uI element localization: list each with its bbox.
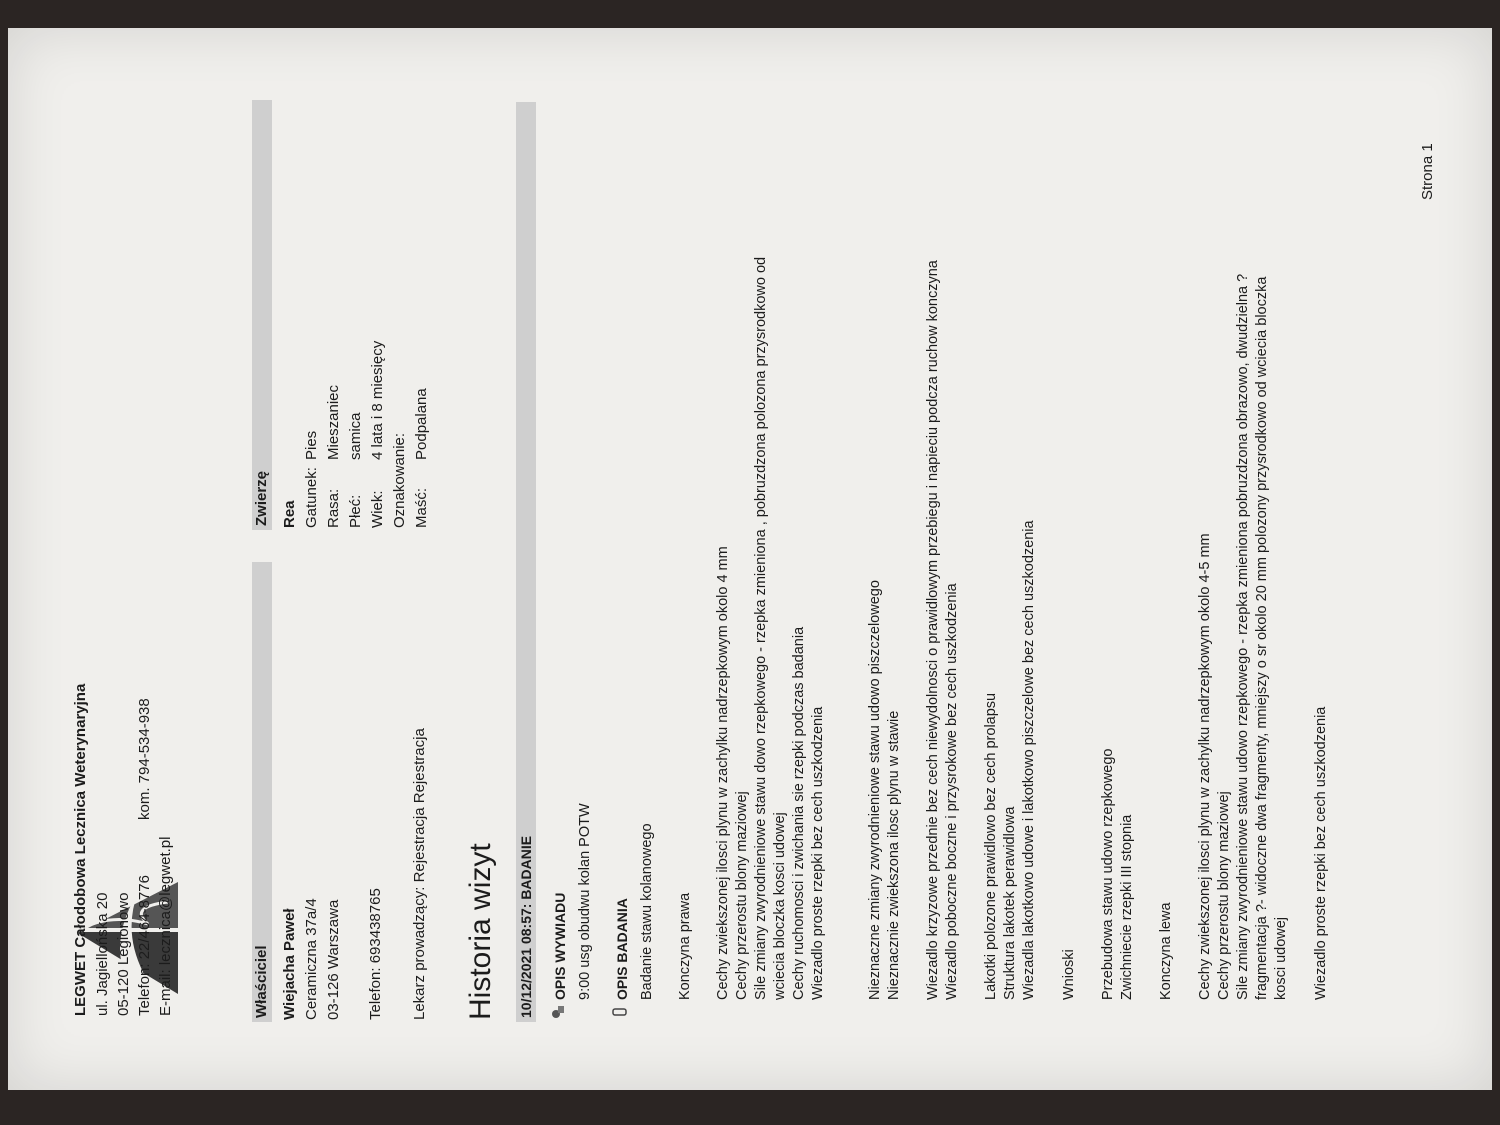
exam-line: Wnioski: [1061, 949, 1077, 1000]
owner-phone: Telefon: 693438765: [367, 888, 384, 1020]
clinic-street: ul. Jagiellońska 20: [94, 892, 111, 1016]
exam-title: OPIS BADANIA: [614, 898, 630, 1000]
exam-line: Wiezadla lakotkowo udowe i lakotkowo piszczelowe bez cech uszkodzenia: [1021, 520, 1037, 1000]
owner-city: 03-126 Warszawa: [325, 899, 342, 1020]
exam-line: Cechy przerostu blony maziowej: [734, 791, 750, 1000]
exam-line: Sile zmiany zwyrodnieniowe stawu dowo rzepkowego - rzepka zmieniona , pobruzdzona polozona przysrodkowo od: [753, 256, 769, 1000]
animal-marking: Oznakowanie:: [391, 432, 408, 528]
exam-line: Zwichniecie rzepki III stopnia: [1119, 814, 1135, 1000]
animal-sex: Płeć:samica: [347, 412, 364, 528]
exam-line: Wiezadlo proste rzepki bez cech uszkodzenia: [1313, 706, 1329, 1000]
exam-line: Cechy ruchomosci i zwichania sie rzepki podczas badania: [791, 626, 807, 1000]
doctor-name: Lekarz prowadzący: Rejestracja Rejestracja: [411, 728, 428, 1020]
exam-line: kosci udowej: [1273, 916, 1289, 1000]
clinic-name: LEGWET Całodobowa Lecznica Weterynaryjna: [72, 683, 89, 1016]
owner-street: Ceramiczna 37a/4: [303, 898, 320, 1020]
rotated-document: [8, 28, 1492, 1090]
animal-header-bar: Zwierzę: [252, 100, 272, 530]
document-page: [8, 28, 1492, 1090]
exam-line: Cechy zwiekszonej ilosci plynu w zachylku nadrzepkowym okolo 4 mm: [715, 546, 731, 1000]
exam-icon: [612, 1006, 628, 1018]
exam-line: Nieznaczne zmiany zwyrodnieniowe stawu udowo piszczelowego: [867, 580, 883, 1000]
owner-name: Wiejacha Paweł: [281, 908, 298, 1020]
page-title: Historia wizyt: [464, 843, 497, 1020]
owner-header-bar: Właściciel: [252, 562, 272, 1022]
exam-line: Wiezadlo proste rzepki bez cech uszkodzenia: [810, 706, 826, 1000]
exam-line: Cechy zwiekszonej ilosci plynu w zachylku nadrzepkowym okolo 4-5 mm: [1197, 533, 1213, 1000]
exam-line: Wiezadlo krzyzowe przednie bez cech niewydolnosci o prawidlowym przebiegu i napieciu podcza ruchow konczyna: [925, 260, 941, 1000]
animal-species: Gatunek:Pies: [303, 430, 320, 528]
clinic-city: 05-120 Legionowo: [115, 892, 132, 1016]
clinic-mobile: kom. 794-534-938: [136, 698, 153, 820]
interview-icon: [550, 1004, 566, 1020]
interview-title: OPIS WYWIADU: [552, 892, 568, 1000]
exam-line: fragmentacja ?- widoczne dwa fragmenty, mniejszy o sr okolo 20 mm polozony przysrodkowo od wciecia bloczka: [1254, 276, 1270, 1000]
clinic-phone: Telefon: 22/464-8776: [136, 875, 153, 1016]
exam-line: Badanie stawu kolanowego: [639, 823, 655, 1000]
page-number: Strona 1: [1419, 143, 1436, 200]
visit-header-bar: 10/12/2021 08:57: BADANIE: [516, 102, 536, 1022]
exam-line: Cechy przerostu blony maziowej: [1216, 791, 1232, 1000]
animal-age: Wiek:4 lata i 8 miesięcy: [369, 340, 386, 528]
exam-line: Konczyna lewa: [1158, 902, 1174, 1000]
exam-line: Wiezadlo poboczne boczne i przysrokowe bez cech uszkodzenia: [944, 583, 960, 1000]
exam-line: Struktura lakotek perawidlowa: [1002, 806, 1018, 1000]
clinic-email: E-mail: lecznica@legwet.pl: [157, 836, 174, 1016]
exam-line: Lakotki polozone prawidlowo bez cech prolapsu: [983, 692, 999, 1000]
exam-line: wciecia bloczka kosci udowej: [772, 812, 788, 1000]
animal-color: Maść:Podpalana: [413, 388, 430, 528]
animal-breed: Rasa:Mieszaniec: [325, 384, 342, 528]
exam-line: Konczyna prawa: [677, 892, 693, 1000]
exam-line: Sile zmiany zwyrodnieniowe stawu udowo rzepkowego - rzepka zmieniona pobruzdzona obrazowo, dwudzielna ?: [1235, 273, 1251, 1000]
exam-line: Nieznacznie zwiekszona ilosc plynu w stawie: [886, 710, 902, 1000]
exam-line: Przebudowa stawu udowo rzepkowego: [1100, 748, 1116, 1000]
interview-text: 9:00 usg obudwu kolan POTW: [577, 803, 593, 1000]
animal-name: Rea: [281, 500, 298, 528]
